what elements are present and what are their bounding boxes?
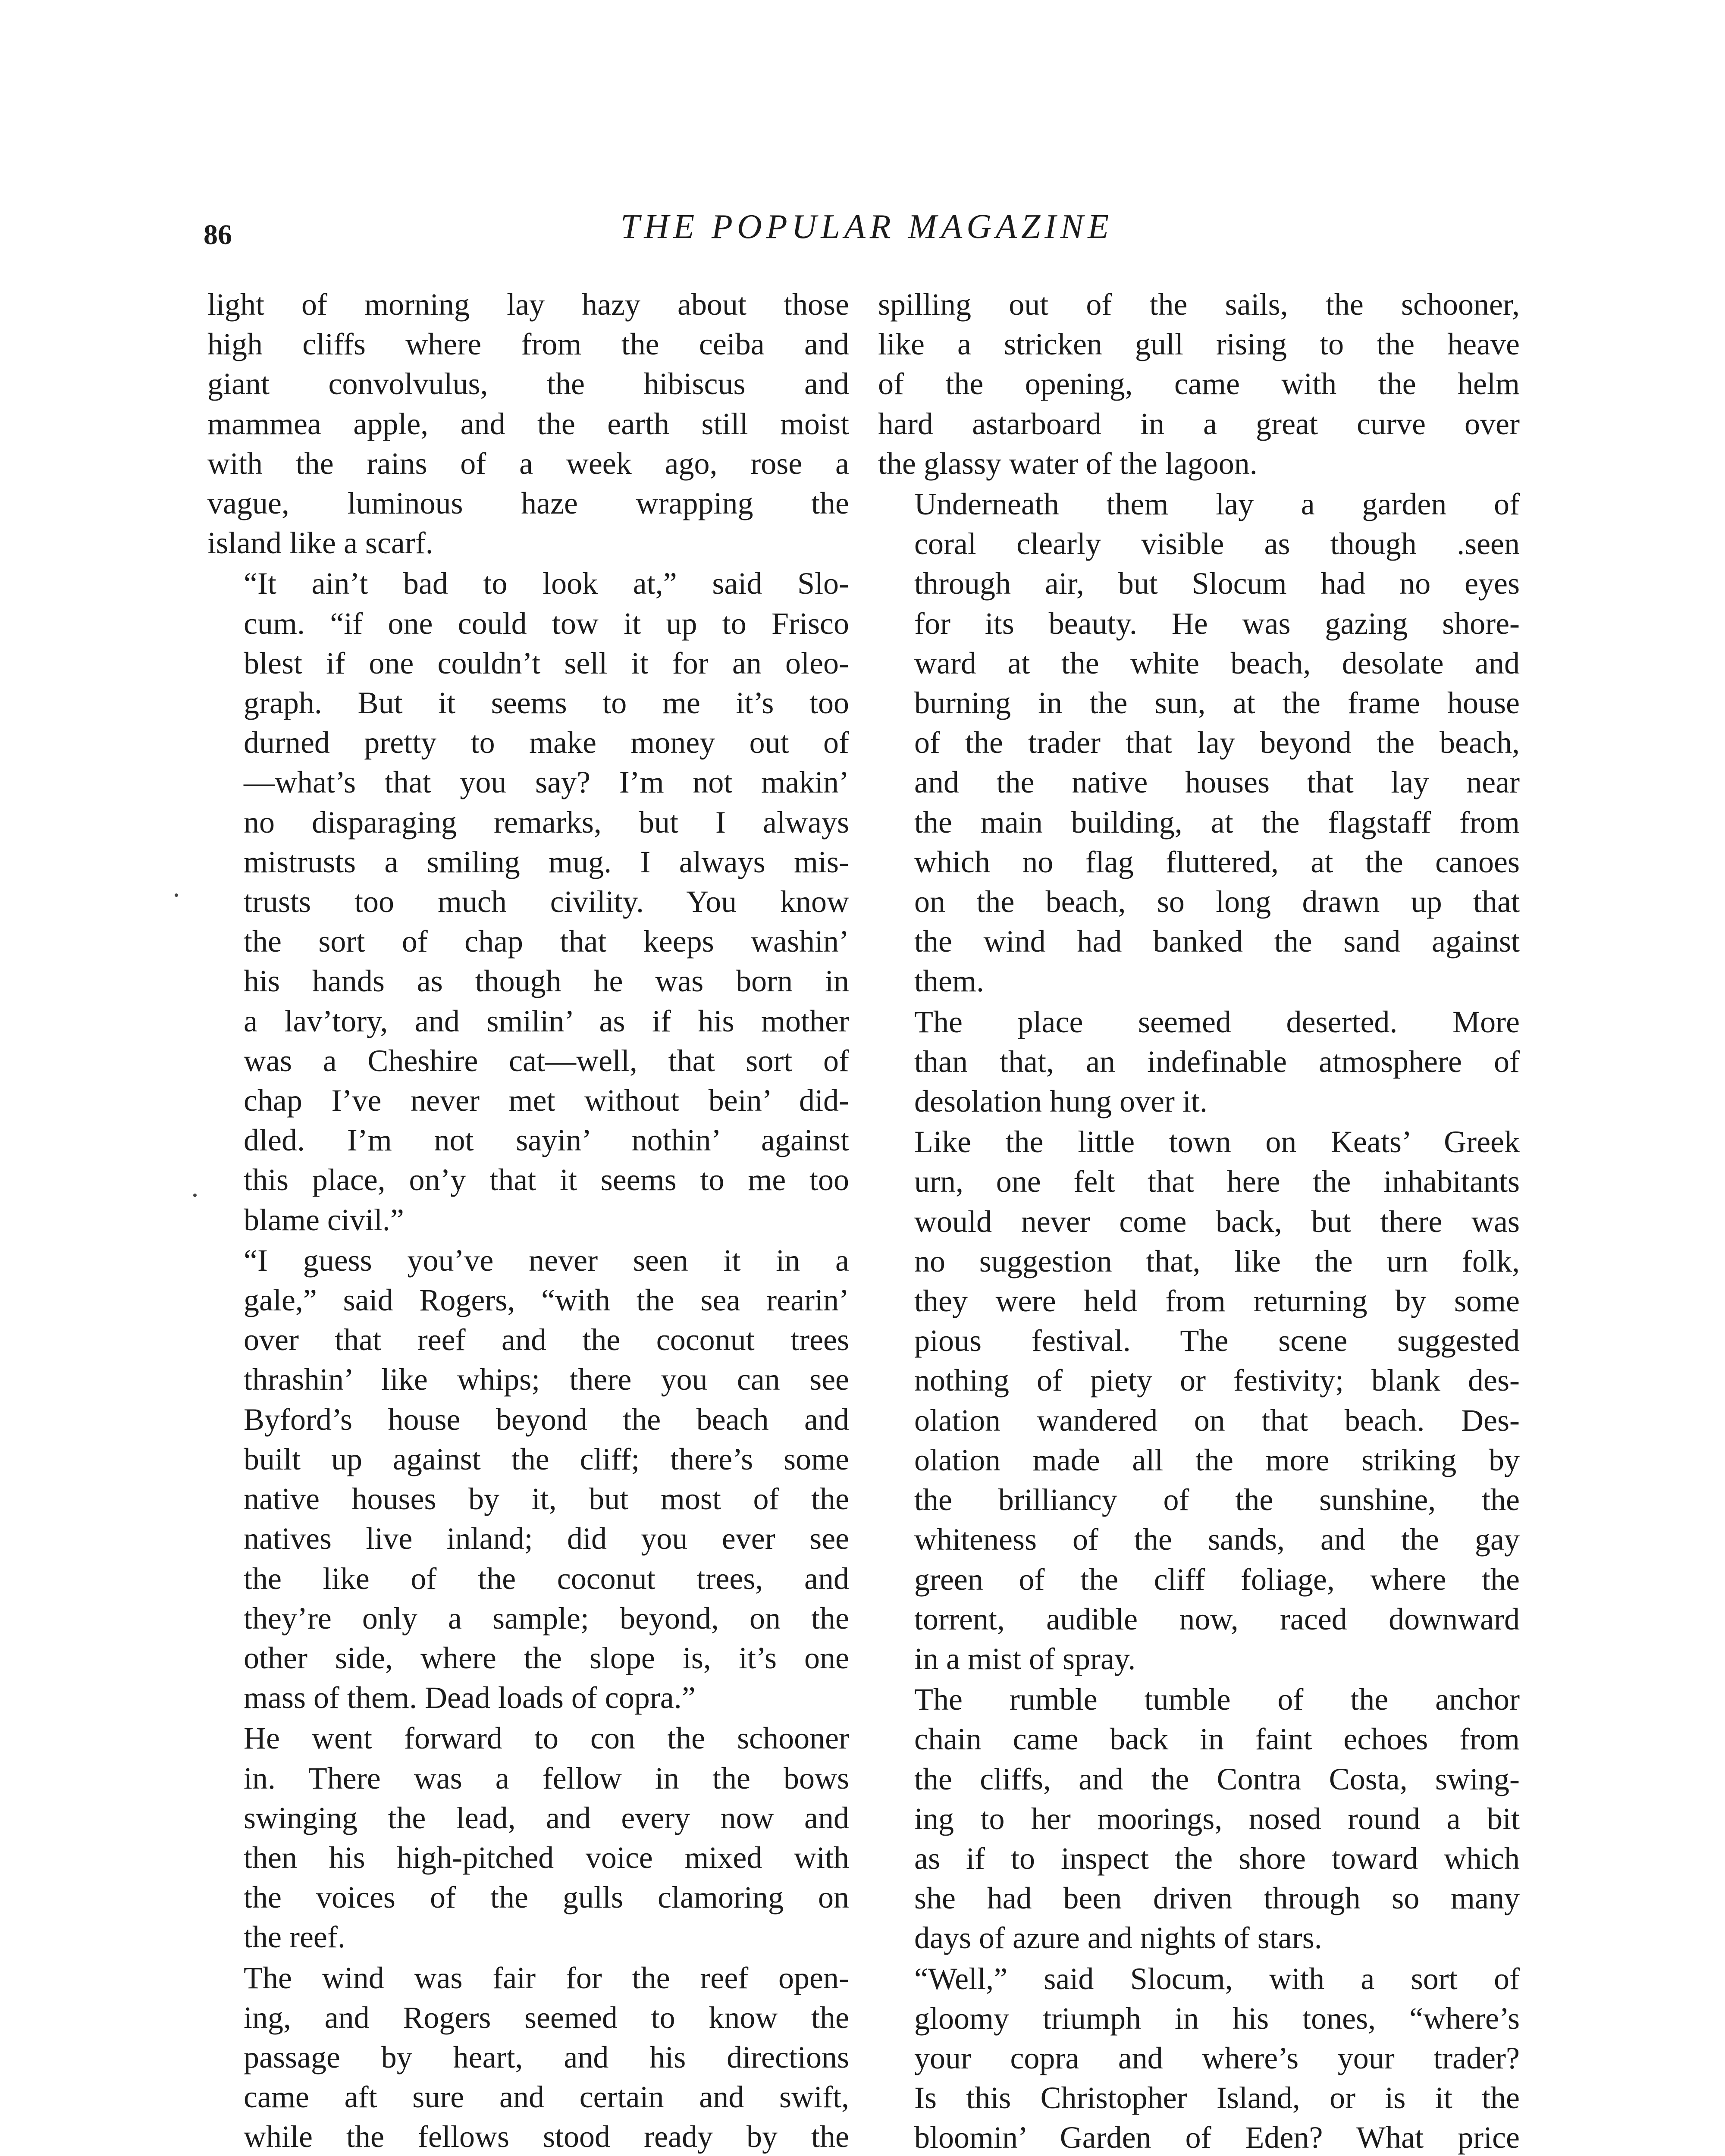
- left-text-column: [207, 285, 849, 2156]
- text-line: mistrusts a smiling mug. I always mis-: [244, 844, 849, 879]
- paragraph: [878, 1680, 1520, 1958]
- text-line: graph. But it seems to me it’s too: [244, 686, 849, 721]
- text-line: chap I’ve never met without bein’ did-: [244, 1083, 849, 1118]
- text-line: the cliffs, and the Contra Costa, swing-: [914, 1761, 1520, 1796]
- text-line: for its beauty. He was gazing shore-: [914, 606, 1520, 641]
- text-line: torrent, audible now, raced downward: [914, 1601, 1520, 1636]
- text-line: giant convolvulus, the hibiscus and: [207, 367, 849, 401]
- text-line: gale,” said Rogers, “with the sea rearin’: [244, 1283, 849, 1318]
- text-line: was a Cheshire cat—well, that sort of: [244, 1043, 849, 1078]
- text-line: the sort of chap that keeps washin’: [244, 924, 849, 959]
- text-line: burning in the sun, at the frame house: [914, 686, 1520, 721]
- paragraph: [207, 1718, 849, 1957]
- paragraph: [878, 1959, 1520, 2156]
- paragraph: [207, 564, 849, 1239]
- text-line: olation made all the more striking by: [914, 1442, 1520, 1477]
- text-line: your copra and where’s your trader?: [914, 2040, 1520, 2075]
- text-line: and the native houses that lay near: [914, 765, 1520, 800]
- text-line: passage by heart, and his directions: [244, 2040, 849, 2075]
- text-line: chain came back in faint echoes from: [914, 1722, 1520, 1757]
- text-line: as if to inspect the shore toward which: [914, 1841, 1520, 1876]
- text-line: pious festival. The scene suggested: [914, 1323, 1520, 1358]
- text-line: the main building, at the flagstaff from: [914, 805, 1520, 840]
- text-line: with the rains of a week ago, rose a: [207, 446, 849, 481]
- text-line: nothing of piety or festivity; blank des-: [914, 1363, 1520, 1398]
- text-line: blame civil.”: [244, 1202, 404, 1237]
- text-line: which no flag fluttered, at the canoes: [914, 844, 1520, 879]
- text-line: no suggestion that, like the urn folk,: [914, 1244, 1520, 1279]
- text-line: then his high-pitched voice mixed with: [244, 1840, 849, 1875]
- text-line: bloomin’ Garden of Eden? What price: [914, 2120, 1520, 2155]
- text-line: in a mist of spray.: [914, 1641, 1136, 1676]
- text-line: urn, one felt that here the inhabitants: [914, 1164, 1520, 1199]
- text-line: green of the cliff foliage, where the: [914, 1562, 1520, 1597]
- text-line: native houses by it, but most of the: [244, 1482, 849, 1517]
- text-line: vague, luminous haze wrapping the: [207, 486, 849, 521]
- text-line: through air, but Slocum had no eyes: [914, 566, 1520, 601]
- paragraph: [207, 285, 849, 563]
- text-line: in. There was a fellow in the bows: [244, 1761, 849, 1796]
- text-line: Is this Christopher Island, or is it the: [914, 2081, 1520, 2115]
- text-line: other side, where the slope is, it’s one: [244, 1640, 849, 1675]
- text-line: coral clearly visible as though .seen: [914, 526, 1520, 561]
- text-line: they were held from returning by some: [914, 1284, 1520, 1319]
- text-line: came aft sure and certain and swift,: [244, 2080, 849, 2115]
- text-line: while the fellows stood ready by the: [244, 2119, 849, 2154]
- text-line: olation wandered on that beach. Des-: [914, 1403, 1520, 1438]
- text-line: “It ain’t bad to look at,” said Slo-: [244, 566, 849, 601]
- text-line: natives live inland; did you ever see: [244, 1521, 849, 1556]
- text-line: Like the little town on Keats’ Greek: [914, 1125, 1520, 1159]
- text-line: The wind was fair for the reef open-: [244, 1960, 849, 1995]
- text-line: whiteness of the sands, and the gay: [914, 1522, 1520, 1557]
- text-line: ward at the white beach, desolate and: [914, 646, 1520, 680]
- text-line: light of morning lay hazy about those: [207, 287, 849, 322]
- text-line: “I guess you’ve never seen it in a: [244, 1243, 849, 1278]
- text-line: on the beach, so long drawn up that: [914, 884, 1520, 919]
- text-line: no disparaging remarks, but I always: [244, 805, 849, 840]
- text-line: of the trader that lay beyond the beach,: [914, 725, 1520, 760]
- text-line: she had been driven through so many: [914, 1881, 1520, 1916]
- text-line: He went forward to con the schooner: [244, 1721, 849, 1756]
- text-line: Byford’s house beyond the beach and: [244, 1402, 849, 1437]
- text-line: The rumble tumble of the anchor: [914, 1682, 1520, 1717]
- paragraph: [207, 1958, 849, 2156]
- text-line: built up against the cliff; there’s some: [244, 1442, 849, 1476]
- paragraph: [878, 1122, 1520, 1679]
- text-line: the reef.: [244, 1920, 345, 1955]
- text-line: would never come back, but there was: [914, 1204, 1520, 1239]
- text-line: the brilliancy of the sunshine, the: [914, 1482, 1520, 1517]
- text-line: his hands as though he was born in: [244, 964, 849, 999]
- text-line: —what’s that you say? I’m not makin’: [244, 765, 849, 800]
- text-line: ing to her moorings, nosed round a bit: [914, 1801, 1520, 1836]
- text-line: ing, and Rogers seemed to know the: [244, 2000, 849, 2035]
- text-line: this place, on’y that it seems to me too: [244, 1163, 849, 1197]
- text-line: cum. “if one could tow it up to Frisco: [244, 606, 849, 641]
- right-text-column: [878, 285, 1520, 2156]
- text-line: dled. I’m not sayin’ nothin’ against: [244, 1123, 849, 1158]
- text-line: swinging the lead, and every now and: [244, 1800, 849, 1835]
- text-line: the voices of the gulls clamoring on: [244, 1880, 849, 1915]
- text-line: of the opening, came with the helm: [878, 367, 1520, 401]
- paragraph: [878, 484, 1520, 1001]
- text-line: blest if one couldn’t sell it for an oleo-: [244, 646, 849, 680]
- text-line: than that, an indefinable atmosphere of: [914, 1044, 1520, 1079]
- text-line: desolation hung over it.: [914, 1084, 1208, 1119]
- paragraph: [878, 285, 1520, 483]
- text-line: the like of the coconut trees, and: [244, 1561, 849, 1596]
- text-line: the glassy water of the lagoon.: [878, 446, 1258, 481]
- text-line: gloomy triumph in his tones, “where’s: [914, 2001, 1520, 2036]
- text-line: like a stricken gull rising to the heave: [878, 327, 1520, 362]
- paragraph: [207, 1241, 849, 1717]
- text-line: trusts too much civility. You know: [244, 884, 849, 919]
- text-line: “Well,” said Slocum, with a sort of: [914, 1961, 1520, 1996]
- text-line: durned pretty to make money out of: [244, 725, 849, 760]
- paragraph: [878, 1002, 1520, 1122]
- text-line: Underneath them lay a garden of: [914, 487, 1520, 522]
- text-line: thrashin’ like whips; there you can see: [244, 1362, 849, 1397]
- text-line: them.: [914, 964, 984, 999]
- page-number: 86: [204, 219, 232, 251]
- text-line: hard astarboard in a great curve over: [878, 406, 1520, 441]
- text-line: days of azure and nights of stars.: [914, 1921, 1322, 1955]
- text-line: they’re only a sample; beyond, on the: [244, 1601, 849, 1636]
- text-line: mammea apple, and the earth still moist: [207, 406, 849, 441]
- text-line: spilling out of the sails, the schooner,: [878, 287, 1520, 322]
- text-line: mass of them. Dead loads of copra.”: [244, 1680, 696, 1715]
- text-line: island like a scarf.: [207, 526, 433, 561]
- text-line: a lav’tory, and smilin’ as if his mother: [244, 1003, 849, 1038]
- text-line: the wind had banked the sand against: [914, 924, 1520, 959]
- print-speck: [193, 1194, 197, 1197]
- text-line: high cliffs where from the ceiba and: [207, 327, 849, 362]
- text-line: over that reef and the coconut trees: [244, 1322, 849, 1357]
- print-speck: [175, 893, 178, 897]
- text-line: The place seemed deserted. More: [914, 1004, 1520, 1039]
- running-head: THE POPULAR MAGAZINE: [620, 208, 1113, 246]
